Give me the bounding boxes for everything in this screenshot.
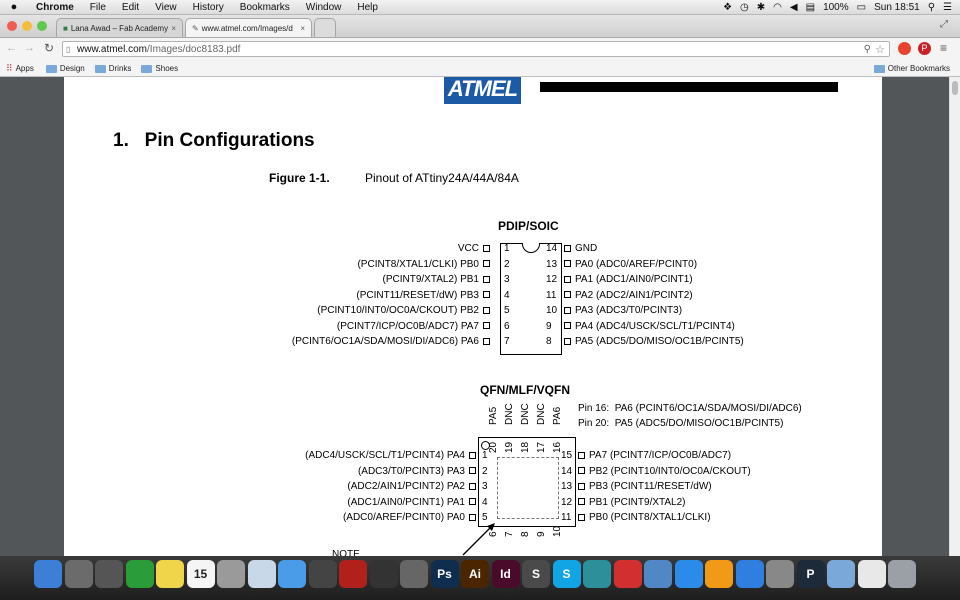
section-title: 1. Pin Configurations [113,130,315,151]
other-bookmarks-folder[interactable] [874,64,950,73]
pin-pad [483,260,490,267]
illustrator-icon[interactable]: Ai [461,560,489,588]
app-store-icon[interactable] [736,560,764,588]
pdip-pin-right [564,243,597,254]
skype-icon[interactable]: S [553,560,581,588]
pin-label: (PCINT6/OC1A/SDA/MOSI/DI/ADC6) PA6 [291,336,479,347]
stickies-icon[interactable] [156,560,184,588]
pin-label: (PCINT7/ICP/OC0B/ADC7) PA7 [336,320,479,332]
qfn-top-pin-number: 19 [504,441,515,453]
pin-number: 10 [546,305,558,316]
qfn-bottom-pin-number: 8 [520,531,531,537]
pin-pad [483,245,490,252]
pdip-pin-left [292,336,490,347]
bookmarks-bar [0,61,960,77]
pdip-pin-left [356,290,490,301]
qfn-top-pin-number: 17 [536,441,547,453]
close-window-button[interactable] [7,21,17,31]
pin-pad [483,276,490,283]
tab-favicon-icon: ■ [63,23,68,33]
atmel-logo [444,77,521,104]
mission-control-icon[interactable] [95,560,123,588]
pdip-pin-right [564,274,693,285]
qfn-pin-left [305,450,476,461]
pin-label: (PCINT9/XTAL2) PB1 [382,274,479,285]
pin-pad [578,514,585,521]
browser-toolbar [0,38,960,61]
pin-label: PA2 (ADC2/AIN1/PCINT2) [575,289,693,301]
pin-number: 7 [504,336,510,347]
system-preferences-icon[interactable] [766,560,794,588]
pin-pad [578,483,585,490]
bookmark-label: Shoes [155,64,179,73]
tab-title: www.atmel.com/Images/d [201,23,293,33]
apps-shortcut[interactable] [6,63,34,74]
header-rule [540,82,838,92]
close-tab-icon[interactable]: × [171,23,176,33]
pin-pad [564,322,571,329]
figure-caption: Pinout of ATtiny24A/44A/84A [365,171,519,185]
pin-number: 3 [482,481,488,492]
menu-history[interactable]: History [192,1,224,13]
pdip-pin-right [564,336,744,347]
facetime-icon[interactable] [309,560,337,588]
iphoto-icon[interactable] [644,560,672,588]
pin-label: PA0 (ADC0/AREF/PCINT0) [575,258,698,270]
preview-icon[interactable] [248,560,276,588]
back-arrow-icon[interactable]: ← [6,42,17,54]
volume-icon[interactable]: ◀ [789,1,798,13]
pdip-pin-right [564,290,693,301]
pin-number: 4 [482,496,488,508]
bookmark-folder-design[interactable] [46,64,85,73]
applications-folder-icon[interactable] [827,560,855,588]
pin-pad [483,307,490,314]
qfn-bottom-pin-number: 10 [552,525,563,537]
other-bookmarks-label: Other Bookmarks [887,64,950,73]
qfn-top-pin-number: 20 [488,441,499,453]
pin-label: VCC [457,243,479,254]
qfn-exposed-pad [497,457,559,519]
pin-number: 12 [546,274,558,285]
flag-icon[interactable]: ▤ [805,1,816,13]
pin-number: 5 [482,512,488,523]
pin-pad [564,307,571,314]
pin-label: (ADC3/T0/PCINT3) PA3 [357,465,465,477]
pin-pad [469,514,476,521]
ibooks-icon[interactable] [705,560,733,588]
apps-grid-icon: ⠿ [6,63,13,73]
new-tab-button[interactable] [314,18,336,37]
pdf-page [64,77,882,556]
menu-bar [0,0,960,15]
qfn-top-pin-label: DNC [504,403,515,425]
menu-window[interactable]: Window [305,1,342,13]
folder-icon [95,65,106,73]
documents-icon[interactable] [858,560,886,588]
battery-icon[interactable]: ▭ [856,1,867,13]
url-path: /Images/doc8183.pdf [147,43,241,55]
pin-pad [578,498,585,505]
pin-label: PA3 (ADC3/T0/PCINT3) [575,305,683,316]
pin-label: PB3 (PCINT11/RESET/dW) [589,481,712,492]
pdip-pin-left [337,321,490,332]
pin-label: (ADC4/USCK/SCL/T1/PCINT4) PA4 [305,450,465,461]
tab-strip [0,15,960,38]
bookmark-folder-shoes[interactable] [141,64,178,73]
pin-number: 3 [504,274,510,285]
url-domain: www.atmel.com [77,43,148,55]
wifi-icon[interactable]: ◠ [773,1,782,13]
pin-label: (ADC2/AIN1/PCINT2) PA2 [347,481,465,492]
zoom-window-button[interactable] [37,21,47,31]
atmel-logo-text: ATMEL [447,77,518,101]
fullscreen-icon[interactable]: ⤢ [940,19,948,30]
pin-label: PA4 (ADC4/USCK/SCL/T1/PCINT4) [575,320,735,332]
pin-number: 11 [561,512,572,523]
tab-favicon-icon: ✎ [192,23,199,33]
qfn-bottom-pin-number: 7 [504,531,515,537]
pin-number: 1 [482,450,488,461]
folder-icon [46,65,57,73]
tab-title: Lana Awad – Fab Academy [70,23,169,33]
zoom-icon[interactable]: ⚲ [863,43,871,55]
pin-pad [469,498,476,505]
tab-atmel-pdf[interactable] [185,18,312,37]
qfn-note-pin20: Pin 20: PA5 (ADC5/DO/MISO/OC1B/PCINT5) [578,418,784,429]
qfn-pin-right [578,466,751,477]
reload-icon[interactable]: ↻ [44,41,55,55]
pdip-pin-right [564,321,735,332]
pin-number: 11 [546,289,557,301]
pin-label: (PCINT8/XTAL1/CLKI) PB0 [357,258,479,270]
pin-number: 14 [546,243,558,254]
pin-number: 8 [546,336,552,347]
qfn-top-pin-number: 18 [520,441,531,453]
qfn-title: QFN/MLF/VQFN [480,383,570,397]
messages-icon[interactable] [278,560,306,588]
bookmark-star-icon[interactable]: ☆ [875,43,885,56]
qfn-note-pin16: Pin 16: PA6 (PCINT6/OC1A/SDA/MOSI/DI/ADC6) [578,403,802,414]
photo-booth-icon[interactable] [339,560,367,588]
pin-number: 2 [482,465,488,477]
qfn-pin-right [578,512,711,523]
clock[interactable]: Sun 18:51 [874,1,920,13]
dock [0,556,960,600]
qfn-pin-left [347,497,476,508]
pin-label: PB1 (PCINT9/XTAL2) [589,496,686,508]
arduino-icon[interactable] [583,560,611,588]
pin-label: PA5 (ADC5/DO/MISO/OC1B/PCINT5) [575,336,744,347]
indesign-icon[interactable]: Id [492,560,520,588]
calculator-icon[interactable] [217,560,245,588]
qfn-top-pin-label: PA5 [488,406,499,425]
pin-label: (ADC1/AIN0/PCINT1) PA1 [347,496,465,508]
qfn-top-pin-label: DNC [520,403,531,425]
pin-label: (PCINT11/RESET/dW) PB3 [356,289,479,301]
pin-pad [469,467,476,474]
pin-pad [483,291,490,298]
qfn-bottom-pin-number: 9 [536,531,547,537]
pinterest-icon[interactable]: P [918,42,931,55]
qfn-top-pin-label: PA6 [552,406,563,425]
time-machine-icon[interactable]: ◷ [740,1,749,13]
qfn-pin-left [347,481,476,492]
pin-pad [578,452,585,459]
pin-number: 13 [561,481,573,492]
pin-number: 4 [504,289,510,301]
filmstrip-icon[interactable] [370,560,398,588]
spotlight-icon[interactable]: ⚲ [927,1,936,13]
pin-pad [483,322,490,329]
qfn-top-pin-number: 16 [552,441,563,453]
pin-label: PA1 (ADC1/AIN0/PCINT1) [575,274,693,285]
qfn-pin-right [578,450,731,461]
calendar-icon[interactable]: 15 [187,560,215,588]
chrome-icon[interactable] [126,560,154,588]
folder-icon [874,65,885,73]
menu-help[interactable]: Help [357,1,378,13]
pdip-notch [522,235,540,253]
bookmark-label: Drinks [108,64,132,73]
sublime-icon[interactable]: S [522,560,550,588]
pdf-viewer[interactable] [0,77,960,556]
qfn-bottom-pin-number: 6 [488,531,499,537]
pdip-pin-left [357,259,490,270]
pin-label: PA7 (PCINT7/ICP/OC0B/ADC7) [589,450,732,461]
pin-number: 14 [561,465,573,477]
photoshop-icon[interactable]: Ps [431,560,459,588]
bluetooth-icon[interactable]: ✱ [756,1,766,13]
itunes-icon[interactable] [675,560,703,588]
pdip-pin-left [317,305,490,316]
bookmark-label: Design [59,64,85,73]
pin-number: 15 [561,450,573,461]
pin-number: 1 [504,243,510,254]
pin-pad [469,452,476,459]
pdip-title: PDIP/SOIC [498,219,559,233]
tab-fab-academy[interactable] [56,18,183,37]
qfn-top-pin-label: DNC [536,403,547,425]
pin-pad [564,291,571,298]
qfn-pin-right [578,481,712,492]
qfn-pin-right [578,497,686,508]
p-app-icon[interactable]: P [797,560,825,588]
battery-percent[interactable]: 100% [823,1,849,13]
pin-pad [564,276,571,283]
finder-icon[interactable] [34,560,62,588]
bird-icon[interactable] [614,560,642,588]
trash-icon[interactable] [888,560,916,588]
apps-label: Apps [15,64,34,73]
menu-edit[interactable]: Edit [121,1,140,13]
notification-center-icon[interactable]: ☰ [943,1,952,13]
pin-pad [564,245,571,252]
close-tab-icon[interactable]: × [300,23,305,33]
pin-pad [578,467,585,474]
pin-pad [469,483,476,490]
vertical-scrollbar[interactable] [949,77,960,556]
address-bar[interactable] [62,41,890,57]
bookmark-folder-drinks[interactable] [95,64,132,73]
pdip-pin-right [564,305,682,316]
pin-label: PB2 (PCINT10/INT0/OC0A/CKOUT) [589,465,751,477]
menu-bookmarks[interactable]: Bookmarks [239,1,290,13]
pdip-pin-right [564,259,697,270]
pin-number: 6 [504,320,510,332]
tool-icon[interactable] [400,560,428,588]
scrollbar-thumb[interactable] [952,81,958,95]
pin-number: 13 [546,258,558,270]
pin-label: GND [575,243,598,254]
qfn-pin-left [343,512,476,523]
pin-number: 2 [504,258,510,270]
pdip-pin-left [382,274,490,285]
pin-pad [483,338,490,345]
pin-label: (ADC0/AREF/PCINT0) PA0 [342,512,465,523]
pdip-pin-left [458,243,490,254]
pin-label: (PCINT10/INT0/OC0A/CKOUT) PB2 [317,305,479,316]
page-icon: ▯ [66,44,71,54]
launchpad-icon[interactable] [65,560,93,588]
chrome-menu-icon[interactable]: ≡ [940,41,948,55]
pin-number: 9 [546,320,552,332]
qfn-pin-left [358,466,476,477]
menu-view[interactable]: View [155,1,177,13]
extension-icon[interactable] [898,42,911,55]
pin-number: 12 [561,496,573,508]
menu-app-name[interactable]: Chrome [36,1,74,13]
figure-label: Figure 1-1. [269,171,330,185]
note-label: NOTE [332,549,360,556]
status-area [723,2,960,13]
pin-number: 5 [504,305,510,316]
menu-file[interactable]: File [89,1,106,13]
minimize-window-button[interactable] [22,21,32,31]
pin-pad [564,260,571,267]
folder-icon [141,65,152,73]
pin-pad [564,338,571,345]
apple-menu-icon[interactable]: ● [10,1,18,13]
forward-arrow-icon[interactable]: → [24,42,35,54]
pin-label: PB0 (PCINT8/XTAL1/CLKI) [589,512,711,523]
dropbox-icon[interactable]: ❖ [723,1,733,13]
